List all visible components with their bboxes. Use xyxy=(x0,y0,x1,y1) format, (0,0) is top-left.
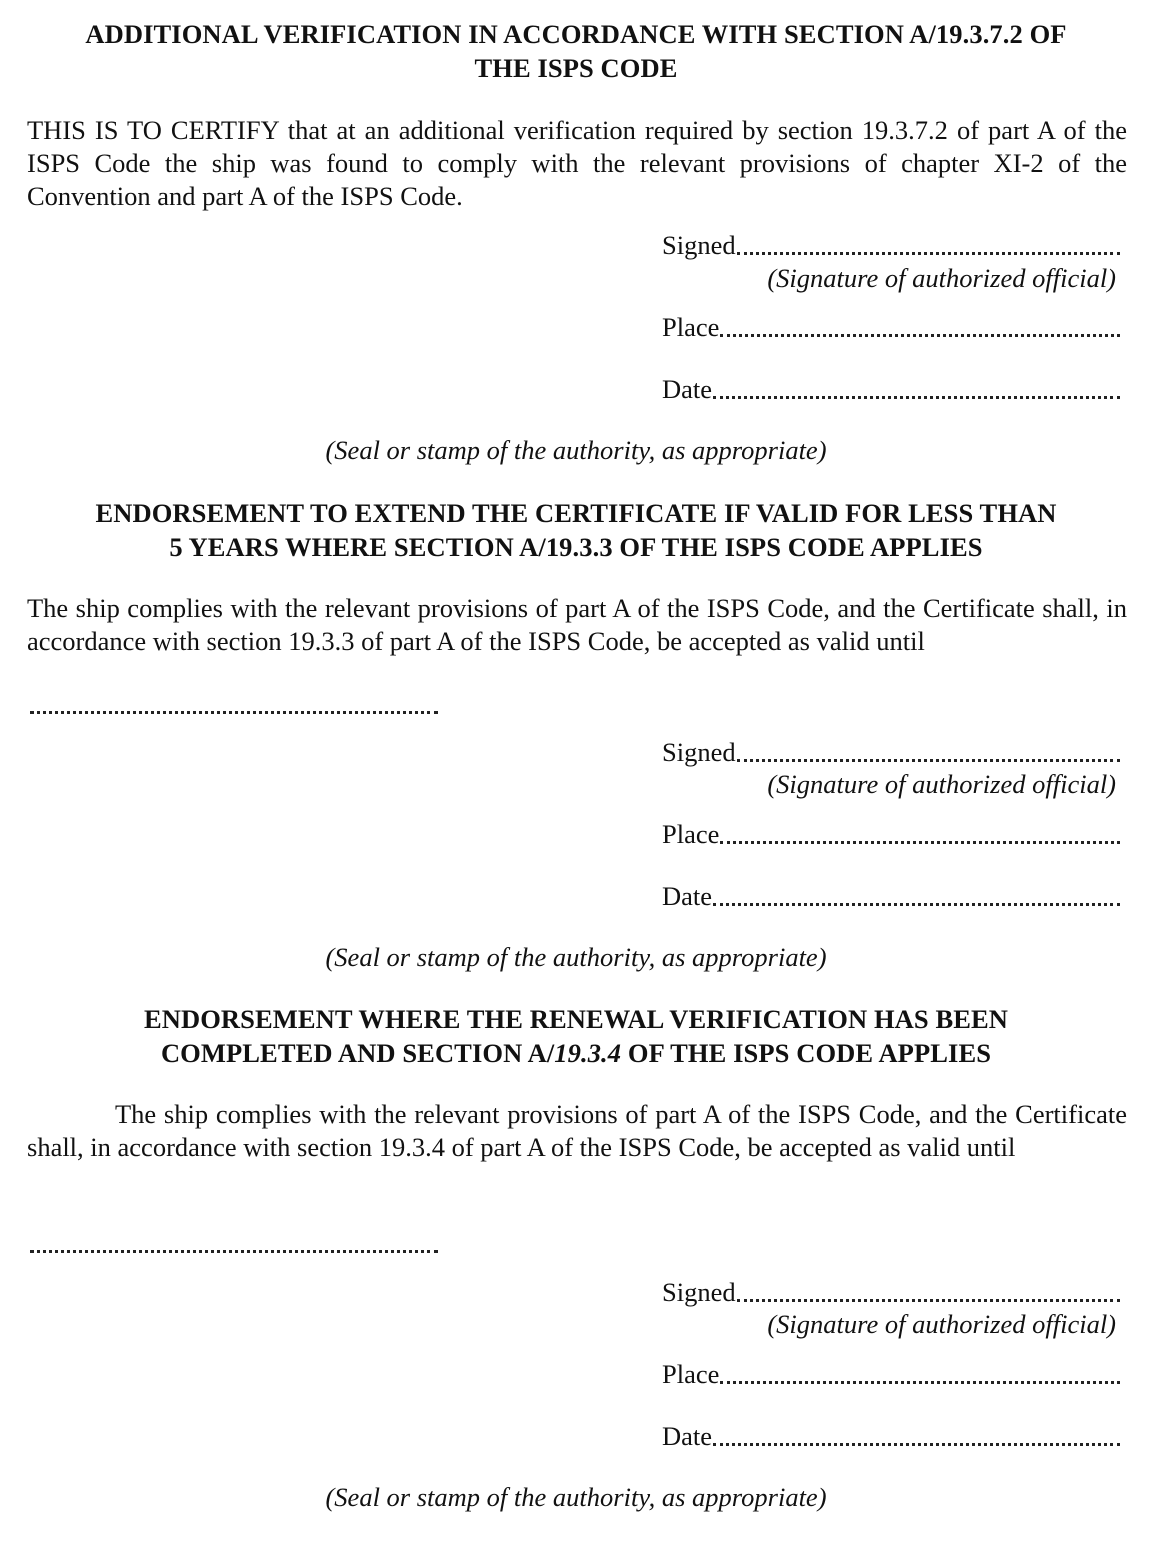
section2-heading-line1: ENDORSEMENT TO EXTEND THE CERTIFICATE IF VALID FOR LESS THAN xyxy=(95,498,1057,528)
section1-heading xyxy=(26,17,1126,85)
section1-seal-caption: (Seal or stamp of the authority, as appropriate) xyxy=(325,435,827,465)
section2-heading-line2: 5 YEARS WHERE SECTION A/19.3.3 OF THE ISPS CODE APPLIES xyxy=(169,532,983,562)
section2-signed-field[interactable] xyxy=(662,733,1120,769)
place-label: Place xyxy=(662,819,720,849)
place-label: Place xyxy=(662,1359,720,1389)
section3-heading-suffix: OF THE ISPS CODE APPLIES xyxy=(621,1038,992,1068)
section1-date-field[interactable] xyxy=(662,370,1120,406)
date-label: Date xyxy=(662,881,713,911)
section1-body: THIS IS TO CERTIFY that at an additional verification required by section 19.3.7.2 of part A of the ISPS Code the ship was found to comply with the relevant provisions of chapter XI-2 of the Convention and part A of the ISPS Code. xyxy=(27,115,1127,211)
section1-heading-line2: THE ISPS CODE xyxy=(474,53,678,83)
date-dotted-line xyxy=(713,396,1120,399)
date-label: Date xyxy=(662,1421,713,1451)
section2-body: The ship complies with the relevant provisions of part A of the ISPS Code, and the Certificate shall, in accordance with section 19.3.3 of part A of the ISPS Code, be accepted as valid until xyxy=(27,593,1127,656)
section2-valid-until-field[interactable] xyxy=(30,705,438,714)
section3-heading-line1: ENDORSEMENT WHERE THE RENEWAL VERIFICATION HAS BEEN xyxy=(143,1004,1009,1034)
signed-dotted-line xyxy=(737,252,1120,255)
section3-signature-caption: (Signature of authorized official) xyxy=(767,1309,1116,1339)
date-dotted-line xyxy=(713,1443,1120,1446)
signed-dotted-line xyxy=(737,1299,1120,1302)
section1-signature-caption: (Signature of authorized official) xyxy=(767,263,1116,293)
section1-place-field[interactable] xyxy=(662,308,1120,344)
signed-dotted-line xyxy=(737,759,1120,762)
signed-label: Signed xyxy=(662,230,736,260)
place-dotted-line xyxy=(720,1381,1120,1384)
section2-heading xyxy=(26,496,1126,564)
section2-signature-caption: (Signature of authorized official) xyxy=(767,769,1116,799)
section3-seal-caption: (Seal or stamp of the authority, as appropriate) xyxy=(325,1482,827,1512)
section3-heading-section-number: 19.3.4 xyxy=(554,1038,622,1068)
signed-label: Signed xyxy=(662,737,736,767)
section3-heading-prefix: COMPLETED AND SECTION A/ xyxy=(160,1038,555,1068)
place-label: Place xyxy=(662,312,720,342)
section1-signed-field[interactable] xyxy=(662,226,1120,262)
date-label: Date xyxy=(662,374,713,404)
section3-place-field[interactable] xyxy=(662,1355,1120,1391)
section1-heading-line1: ADDITIONAL VERIFICATION IN ACCORDANCE WITH SECTION A/19.3.7.2 OF xyxy=(85,19,1067,49)
section3-valid-until-field[interactable] xyxy=(30,1244,438,1253)
section2-date-field[interactable] xyxy=(662,877,1120,913)
place-dotted-line xyxy=(720,841,1120,844)
section3-date-field[interactable] xyxy=(662,1417,1120,1453)
place-dotted-line xyxy=(720,334,1120,337)
signed-label: Signed xyxy=(662,1277,736,1307)
section2-seal-caption: (Seal or stamp of the authority, as appropriate) xyxy=(325,942,827,972)
section3-heading-line2 xyxy=(26,1036,1126,1070)
section3-body: The ship complies with the relevant provisions of part A of the ISPS Code, and the Certificate shall, in accordance with section 19.3.4 of part A of the ISPS Code, be accepted as valid until xyxy=(27,1099,1127,1162)
section3-signed-field[interactable] xyxy=(662,1273,1120,1309)
section2-place-field[interactable] xyxy=(662,815,1120,851)
date-dotted-line xyxy=(713,903,1120,906)
section3-heading xyxy=(26,1002,1126,1070)
